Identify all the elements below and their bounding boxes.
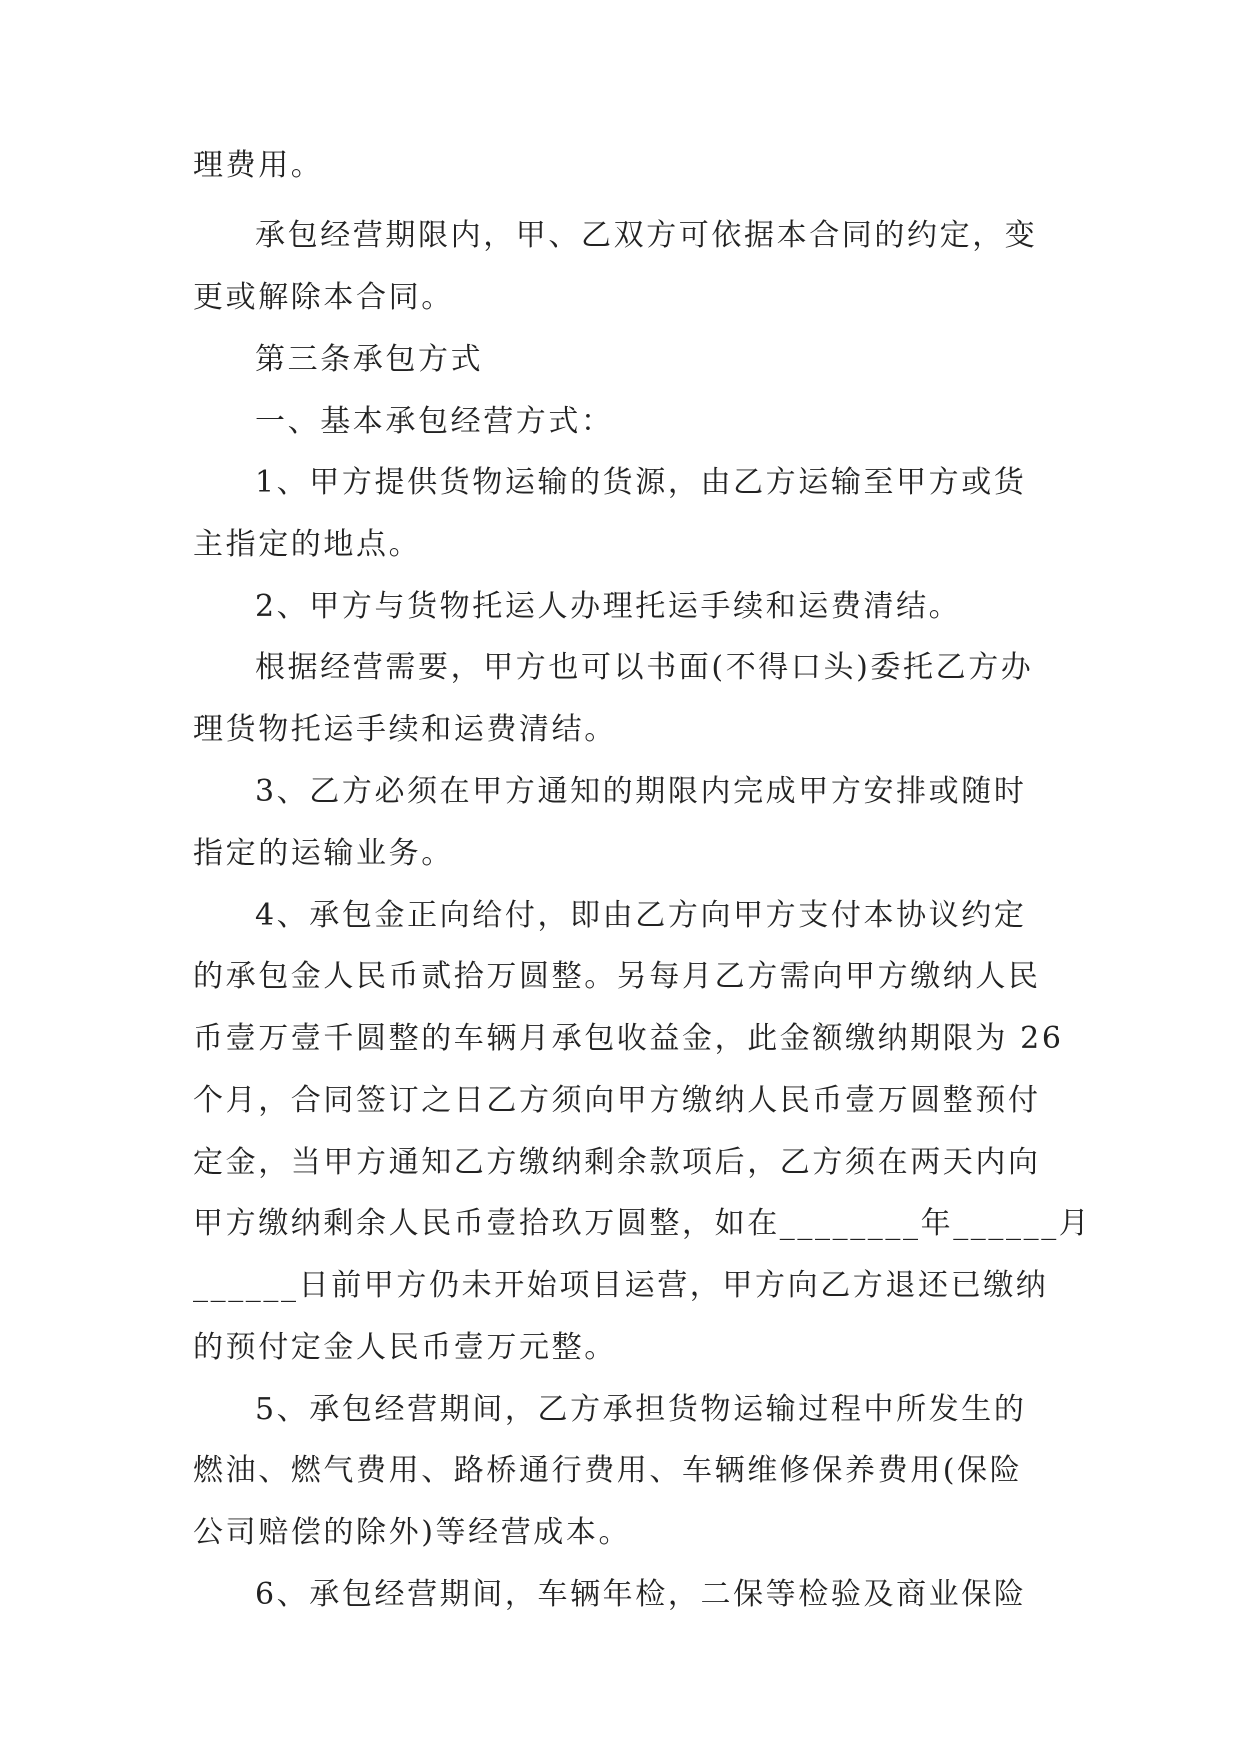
text-line-1: 理费用。 (193, 148, 324, 183)
text-line-20: 的预付定金人民币壹万元整。 (193, 1330, 617, 1365)
text-line-11: 3、乙方必须在甲方通知的期限内完成甲方安排或随时 (255, 774, 1027, 809)
text-line-17: 定金，当甲方通知乙方缴纳剩余款项后，乙方须在两天内向 (193, 1145, 1041, 1180)
text-line-24: 6、承包经营期间，车辆年检，二保等检验及商业保险 (255, 1577, 1027, 1612)
text-line-21: 5、承包经营期间，乙方承担货物运输过程中所发生的 (255, 1392, 1027, 1427)
text-line-9: 根据经营需要，甲方也可以书面(不得口头)委托乙方办 (255, 650, 1034, 685)
text-line-13: 4、承包金正向给付，即由乙方向甲方支付本协议约定 (255, 898, 1027, 933)
section-heading: 第三条承包方式 (255, 342, 484, 377)
text-line-22: 燃油、燃气费用、路桥通行费用、车辆维修保养费用(保险 (193, 1453, 1023, 1488)
text-line-5: 一、基本承包经营方式： (255, 404, 614, 439)
text-line-16: 个月，合同签订之日乙方须向甲方缴纳人民币壹万圆整预付 (193, 1083, 1041, 1118)
text-line-7: 主指定的地点。 (193, 527, 422, 562)
text-line-3: 更或解除本合同。 (193, 280, 454, 315)
text-line-6: 1、甲方提供货物运输的货源，由乙方运输至甲方或货 (255, 465, 1027, 500)
text-line-19: ______日前甲方仍未开始项目运营，甲方向乙方退还已缴纳 (193, 1268, 1049, 1303)
text-line-2: 承包经营期限内，甲、乙双方可依据本合同的约定，变 (255, 218, 1038, 253)
text-line-14: 的承包金人民币贰拾万圆整。另每月乙方需向甲方缴纳人民 (193, 959, 1041, 994)
text-line-8: 2、甲方与货物托运人办理托运手续和运费清结。 (255, 589, 962, 624)
text-line-12: 指定的运输业务。 (193, 836, 454, 871)
text-line-15: 币壹万壹千圆整的车辆月承包收益金，此金额缴纳期限为 26 (193, 1021, 1064, 1056)
text-line-10: 理货物托运手续和运费清结。 (193, 712, 617, 747)
text-line-18: 甲方缴纳剩余人民币壹拾玖万圆整，如在________年______月 (193, 1206, 1092, 1241)
text-line-23: 公司赔偿的除外)等经营成本。 (193, 1515, 632, 1550)
